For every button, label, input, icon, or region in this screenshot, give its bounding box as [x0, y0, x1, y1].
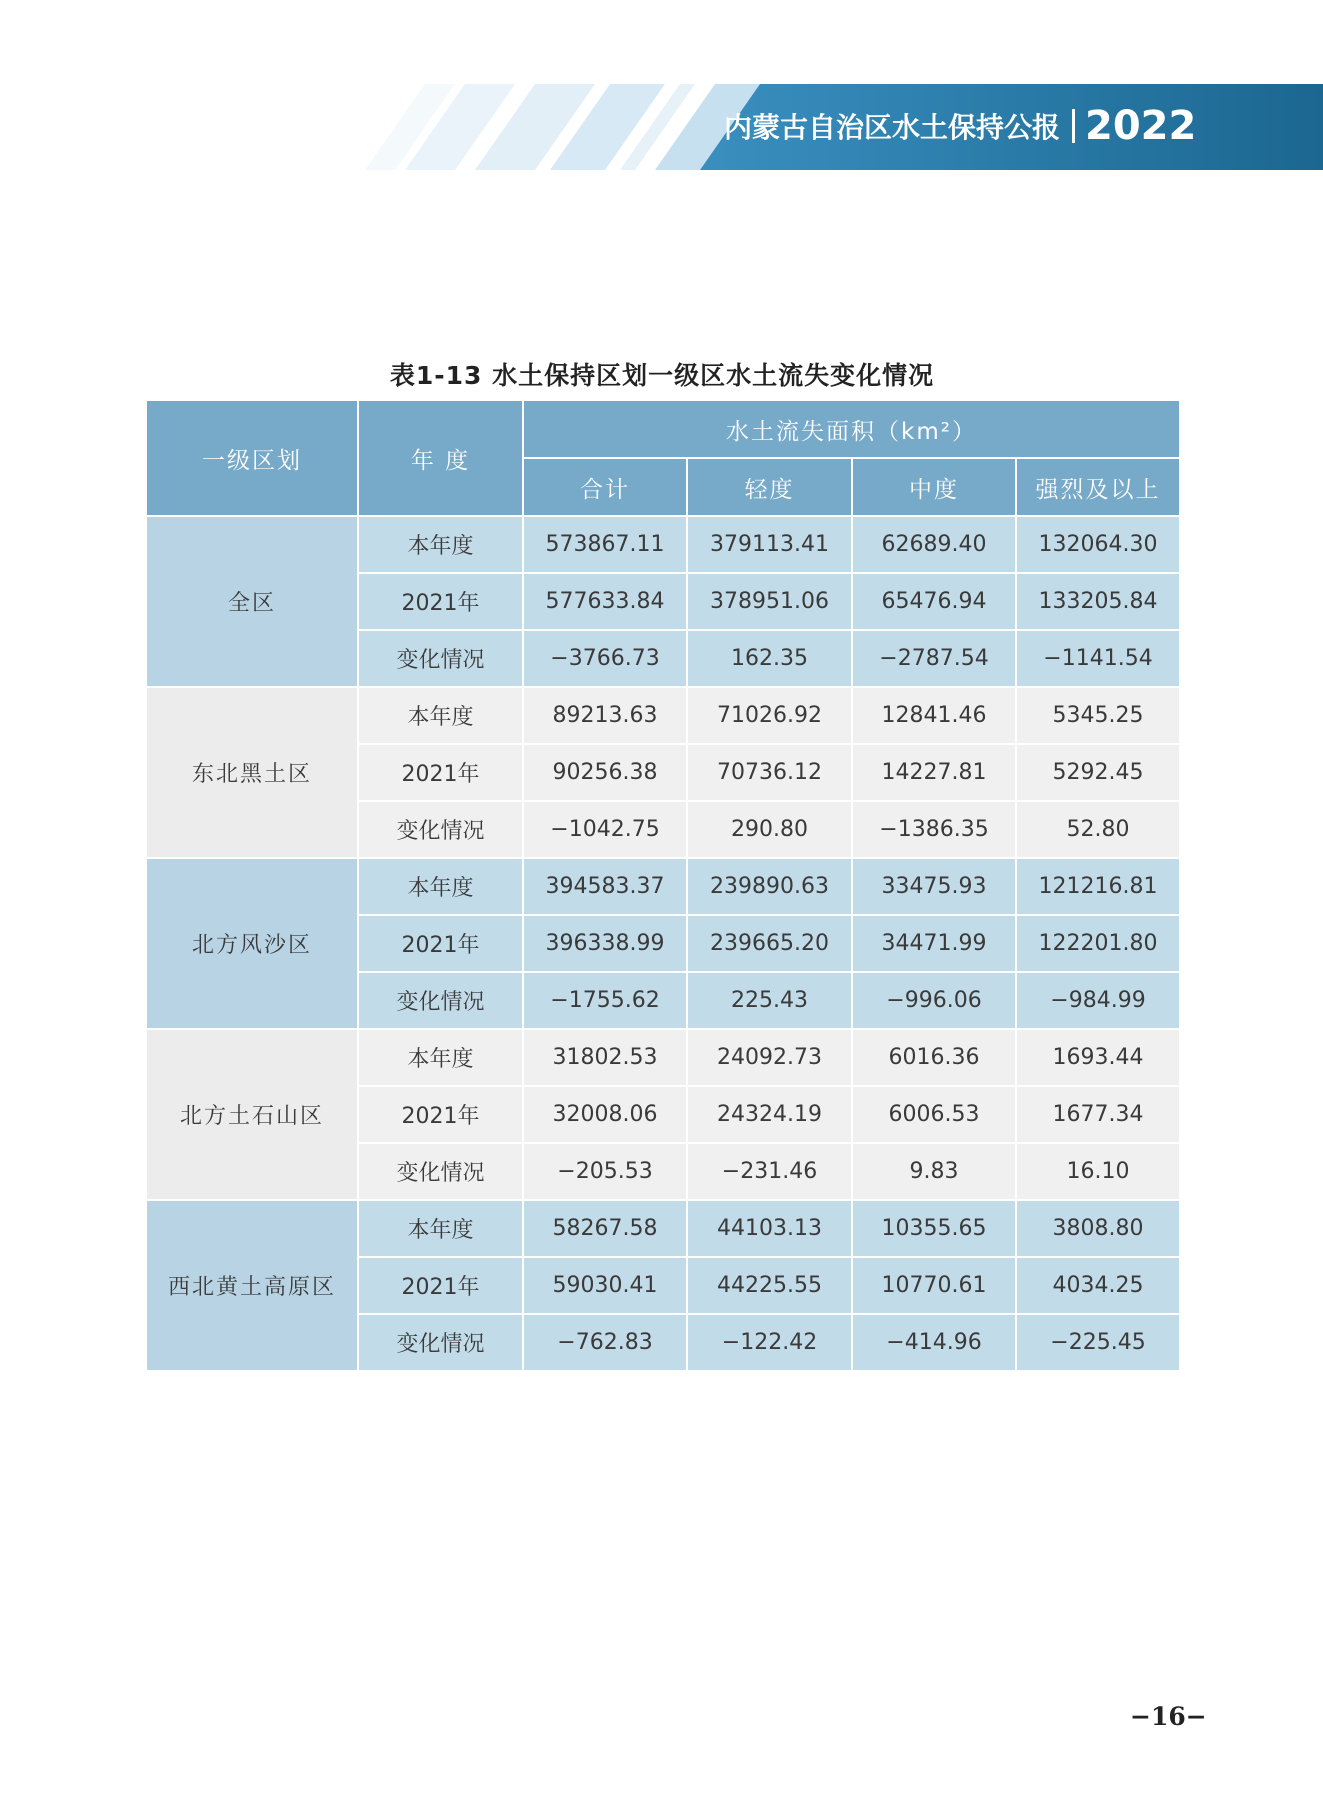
- value-cell: 5292.45: [1016, 744, 1180, 801]
- header-year: 年 度: [358, 400, 523, 516]
- header-erosion-area: 水土流失面积（km²）: [523, 400, 1180, 458]
- value-cell: 70736.12: [687, 744, 852, 801]
- value-cell: −2787.54: [852, 630, 1016, 687]
- region-cell: 西北黄土高原区: [146, 1200, 358, 1371]
- region-cell: 北方土石山区: [146, 1029, 358, 1200]
- table-title: 表1-13 水土保持区划一级区水土流失变化情况: [389, 361, 935, 390]
- value-cell: 4034.25: [1016, 1257, 1180, 1314]
- value-cell: 65476.94: [852, 573, 1016, 630]
- year-label-cell: 变化情况: [358, 801, 523, 858]
- value-cell: −1141.54: [1016, 630, 1180, 687]
- table-row: [146, 858, 1180, 915]
- value-cell: 16.10: [1016, 1143, 1180, 1200]
- value-cell: −414.96: [852, 1314, 1016, 1371]
- soil-erosion-table: [145, 399, 1181, 1372]
- value-cell: 89213.63: [523, 687, 687, 744]
- header-total: 合计: [523, 458, 687, 516]
- region-cell: 北方风沙区: [146, 858, 358, 1029]
- value-cell: 34471.99: [852, 915, 1016, 972]
- report-title: 内蒙古自治区水土保持公报: [724, 111, 1061, 144]
- year-label-cell: 变化情况: [358, 630, 523, 687]
- value-cell: −3766.73: [523, 630, 687, 687]
- value-cell: −122.42: [687, 1314, 852, 1371]
- value-cell: 31802.53: [523, 1029, 687, 1086]
- header-divider: [1072, 109, 1075, 143]
- value-cell: 3808.80: [1016, 1200, 1180, 1257]
- year-label-cell: 2021年: [358, 744, 523, 801]
- value-cell: 239665.20: [687, 915, 852, 972]
- value-cell: 239890.63: [687, 858, 852, 915]
- year-label-cell: 变化情况: [358, 1143, 523, 1200]
- value-cell: −1042.75: [523, 801, 687, 858]
- year-label-cell: 本年度: [358, 687, 523, 744]
- value-cell: 9.83: [852, 1143, 1016, 1200]
- value-cell: −1755.62: [523, 972, 687, 1029]
- year-label-cell: 本年度: [358, 858, 523, 915]
- value-cell: 62689.40: [852, 516, 1016, 573]
- year-label-cell: 2021年: [358, 1257, 523, 1314]
- header-region: 一级区划: [146, 400, 358, 516]
- table-row: [146, 516, 1180, 573]
- header-moderate: 中度: [852, 458, 1016, 516]
- value-cell: 24324.19: [687, 1086, 852, 1143]
- year-label-cell: 变化情况: [358, 1314, 523, 1371]
- value-cell: 52.80: [1016, 801, 1180, 858]
- value-cell: 1677.34: [1016, 1086, 1180, 1143]
- value-cell: 394583.37: [523, 858, 687, 915]
- value-cell: 121216.81: [1016, 858, 1180, 915]
- value-cell: 378951.06: [687, 573, 852, 630]
- value-cell: −762.83: [523, 1314, 687, 1371]
- value-cell: 133205.84: [1016, 573, 1180, 630]
- region-cell: 全区: [146, 516, 358, 687]
- value-cell: −996.06: [852, 972, 1016, 1029]
- value-cell: 577633.84: [523, 573, 687, 630]
- value-cell: 162.35: [687, 630, 852, 687]
- table-row: [146, 687, 1180, 744]
- value-cell: 90256.38: [523, 744, 687, 801]
- value-cell: −1386.35: [852, 801, 1016, 858]
- value-cell: 396338.99: [523, 915, 687, 972]
- header-severe: 强烈及以上: [1016, 458, 1180, 516]
- year-label-cell: 本年度: [358, 516, 523, 573]
- value-cell: 290.80: [687, 801, 852, 858]
- value-cell: 10355.65: [852, 1200, 1016, 1257]
- table-row: [146, 1200, 1180, 1257]
- value-cell: 132064.30: [1016, 516, 1180, 573]
- page-number: −16−: [1130, 1702, 1207, 1731]
- value-cell: 225.43: [687, 972, 852, 1029]
- value-cell: −231.46: [687, 1143, 852, 1200]
- year-label-cell: 2021年: [358, 573, 523, 630]
- header-light: 轻度: [687, 458, 852, 516]
- value-cell: 6016.36: [852, 1029, 1016, 1086]
- year-label-cell: 变化情况: [358, 972, 523, 1029]
- value-cell: 33475.93: [852, 858, 1016, 915]
- value-cell: 32008.06: [523, 1086, 687, 1143]
- value-cell: 10770.61: [852, 1257, 1016, 1314]
- header-text: [724, 98, 1196, 154]
- year-label-cell: 本年度: [358, 1200, 523, 1257]
- value-cell: 71026.92: [687, 687, 852, 744]
- value-cell: 5345.25: [1016, 687, 1180, 744]
- value-cell: 59030.41: [523, 1257, 687, 1314]
- value-cell: 44225.55: [687, 1257, 852, 1314]
- value-cell: 44103.13: [687, 1200, 852, 1257]
- value-cell: −225.45: [1016, 1314, 1180, 1371]
- value-cell: 1693.44: [1016, 1029, 1180, 1086]
- value-cell: 14227.81: [852, 744, 1016, 801]
- value-cell: 12841.46: [852, 687, 1016, 744]
- value-cell: −205.53: [523, 1143, 687, 1200]
- value-cell: 122201.80: [1016, 915, 1180, 972]
- table-row: [146, 1029, 1180, 1086]
- year-label-cell: 本年度: [358, 1029, 523, 1086]
- value-cell: −984.99: [1016, 972, 1180, 1029]
- report-year: 2022: [1085, 103, 1197, 149]
- region-cell: 东北黑土区: [146, 687, 358, 858]
- value-cell: 58267.58: [523, 1200, 687, 1257]
- value-cell: 6006.53: [852, 1086, 1016, 1143]
- value-cell: 379113.41: [687, 516, 852, 573]
- value-cell: 24092.73: [687, 1029, 852, 1086]
- value-cell: 573867.11: [523, 516, 687, 573]
- year-label-cell: 2021年: [358, 1086, 523, 1143]
- year-label-cell: 2021年: [358, 915, 523, 972]
- table-body: [146, 516, 1180, 1371]
